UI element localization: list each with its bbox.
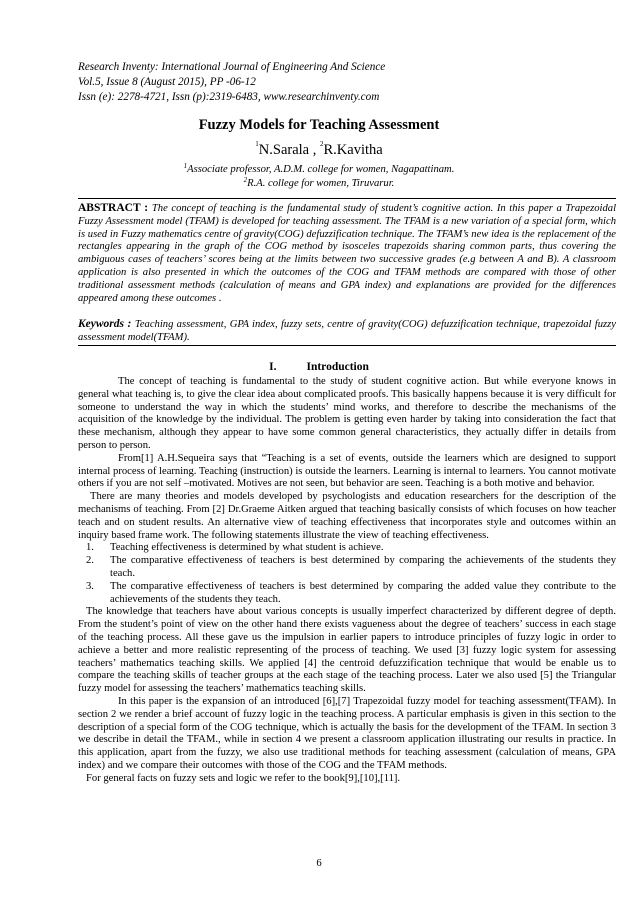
paragraph-4: The knowledge that teachers have about various concepts is usually imperfect characterized by different degree of depth. From the student’s point of view on the other hand there exists vagueness about the degree of teachers’ success in each stage of the teaching process. All these gave us the impulsion in earlier papers to introduce principles of fuzzy logic in order to achieve a better and more realistic representing of the process of teaching. We used [3] fuzzy logic system for assessing teachers’ mathematics teaching skills. We applied [4] the centroid defuzzification technique that would be enable us to compare the teaching skills of teacher groups at the each stage of the teaching process. Later we also used [5] the Triangular fuzzy model for assessing the teachers’ mathematics teaching skills.	[78, 606, 616, 695]
paragraph-3: There are many theories and models developed by psychologists and education researchers for the description of the mechanisms of teaching. From [2] Dr.Graeme Aitken argued that teaching basically consists of which focuses on how teacher teach and on student results. An alternative view of teaching effectiveness that incorporates style and outcomes within an inquiry based frame work. The following statements illustrate the view of teaching effectiveness.	[78, 491, 616, 541]
abstract-label: ABSTRACT :	[78, 202, 152, 214]
paragraph-5: In this paper is the expansion of an introduced [6],[7] Trapezoidal fuzzy model for teaching assessment(TFAM). In section 2 we render a brief account of fuzzy logic in the teaching process. A particular emphasis is given in this section to the description of a special form of the COG technique, which is actually the basis for the development of the TFAM. In section 3 we describe in detail the TFAM., while in section 4 we present a classroom application illustrating our results in practice. In this application, apart from the fuzzy, we also use traditional methods for teaching assessment (calculation of means, GPA index) and we compare their outcomes with those of the COG and the TFAM methods.	[78, 695, 616, 771]
aff1-sup: 1	[183, 162, 188, 170]
list-text: Teaching effectiveness is determined by what student is achieve.	[110, 542, 384, 554]
section-title: Introduction	[306, 361, 369, 373]
author2-sup: 2	[320, 140, 324, 148]
keywords-text: Teaching assessment, GPA index, fuzzy sets, centre of gravity(COG) defuzzification technique, trapezoidal fuzzy assessment model(TFAM).	[78, 319, 616, 343]
author2-name: R.Kavitha	[323, 142, 383, 158]
abstract-text: The concept of teaching is the fundamental study of student’s cognitive action. In this paper a Trapezoidal Fuzzy Assessment model (TFAM) is developed for teaching assessment. The TFAM is a new variation of a special form, which is used in Fuzzy mathematics centre of gravity(COG) defuzzification technique. The TFAM’s new idea is the replacement of the rectangles appearing in the graph of the COG method by isosceles trapezoids sharing common parts, thus covering the ambiguous cases of teachers’ scores being at the limits between two successive grades (e.g between A and B). A classroom application is also presented in which the outcomes of the COG and TFAM methods are compared with those of other traditional assessment methods (calculation of means and GPA index) and explanations are provided for the differences appeared among these outcomes .	[78, 203, 617, 304]
top-divider	[78, 198, 616, 199]
author1-sup: 1	[255, 140, 259, 148]
abstract	[78, 202, 616, 305]
list-number: 2.	[86, 555, 94, 567]
section-number: I.	[269, 361, 277, 373]
list-item	[78, 555, 616, 581]
keywords-label: Keywords :	[78, 318, 135, 330]
aff2-text: R.A. college for women, Tiruvarur.	[247, 178, 395, 189]
page-number: 6	[316, 858, 322, 869]
main-body	[78, 376, 616, 786]
journal-name: Research Inventy: International Journal of Engineering And Science	[78, 61, 386, 73]
bottom-divider	[78, 345, 616, 346]
keywords	[78, 318, 616, 345]
aff1-text: Associate professor, A.D.M. college for women, Nagapattinam.	[187, 164, 455, 175]
list-number: 3.	[86, 580, 94, 592]
section-heading	[0, 361, 638, 373]
paper-title: Fuzzy Models for Teaching Assessment	[198, 117, 440, 133]
affiliation-1	[0, 164, 638, 175]
journal-volume: Vol.5, Issue 8 (August 2015), PP -06-12	[78, 76, 256, 88]
list-text: The comparative effectiveness of teachers is best determined by comparing the achievements of the students they teach.	[110, 555, 616, 579]
list-text: The comparative effectiveness of teachers is best determined by comparing the added value they contribute to the achievements of the students they teach.	[110, 580, 616, 605]
list-item	[78, 581, 616, 607]
journal-issn: Issn (e): 2278-4721, Issn (p):2319-6483, www.researchinventy.com	[78, 91, 380, 103]
paragraph-2: From[1] A.H.Sequeira says that “Teaching is a set of events, outside the learners which are designed to support internal process of learning. Teaching (instruction) is outside the learners. Learning is internal to learners. You cannot motivate others if you are not self –motivated. Motives are not seen, but behavior are seen. Teaching is a both motive and behavior.	[78, 452, 616, 490]
list-number: 1.	[86, 542, 94, 554]
effectiveness-list	[78, 542, 616, 606]
paragraph-1: The concept of teaching is fundamental to the study of student cognitive action. But while everyone knows in general what teaching is, to give the clear idea about complicated proofs. This basically happens because it is very difficult for someone to understand the way in which the students’ mind works, and therefore to describe the mechanisms of the acquisition of the knowledge by the individual. The problem is getting even harder by taking into consideration the fact that these mechanism, although they appear to have some common general characteristics, they actually differ in details from person to person.	[78, 376, 616, 451]
affiliation-2	[0, 178, 638, 189]
journal-header	[78, 60, 385, 105]
paragraph-6: For general facts on fuzzy sets and logic we refer to the book[9],[10],[11].	[86, 772, 401, 784]
author1-name: N.Sarala ,	[258, 142, 320, 158]
list-item	[78, 542, 616, 555]
aff2-sup: 2	[243, 176, 248, 184]
author-line	[0, 142, 638, 159]
